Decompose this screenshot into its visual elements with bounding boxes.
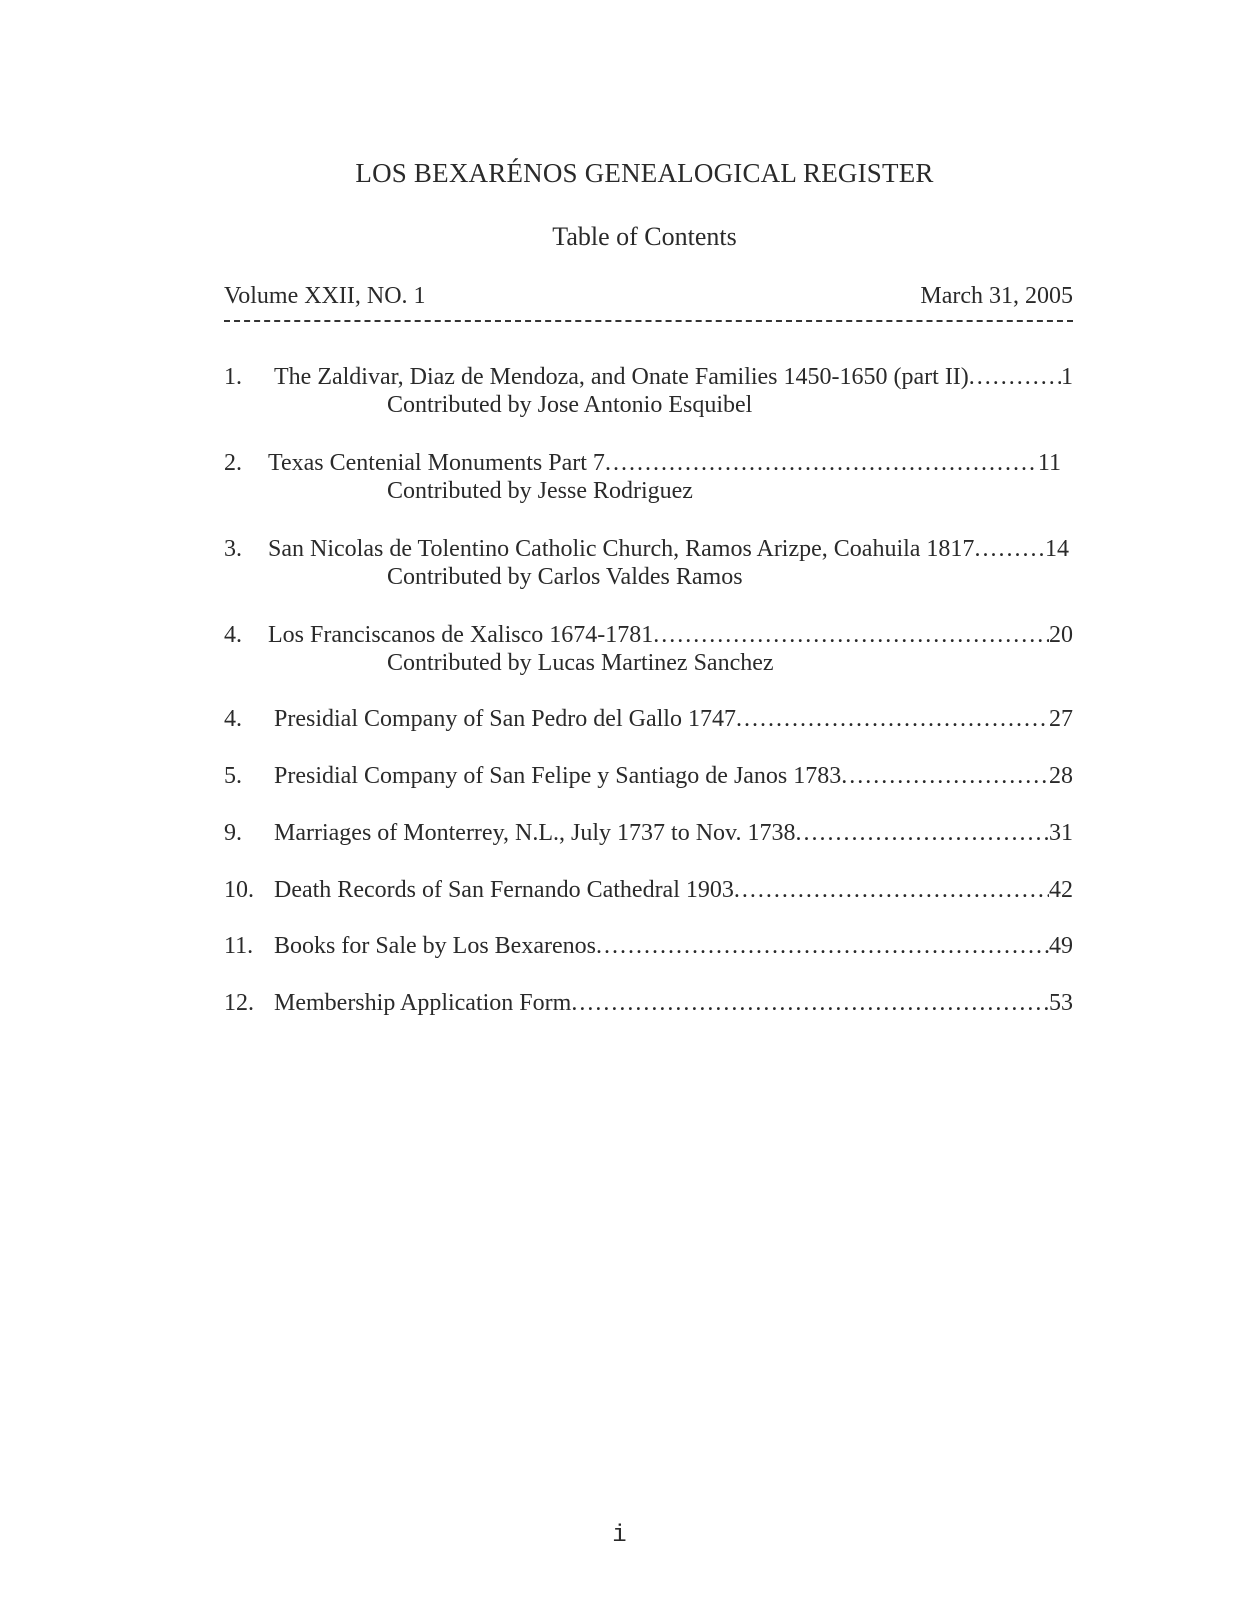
entry-title: Presidial Company of San Pedro del Gallo 1747 [274,706,736,732]
entry-contributor: Contributed by Carlos Valdes Ramos [387,564,743,590]
entry-page: 14 [1045,536,1069,562]
entry-page: 28 [1049,763,1073,789]
entry-number: 1. [224,364,242,390]
entry-contributor: Contributed by Lucas Martinez Sanchez [387,650,774,676]
entry-number: 9. [224,820,242,846]
page-folio: i [612,1522,627,1549]
entry-page: 49 [1049,933,1073,959]
toc-entry [224,706,1073,733]
dot-leader [969,364,1061,391]
entry-number: 3. [224,536,242,562]
entry-title: Presidial Company of San Felipe y Santiago de Janos 1783 [274,763,842,789]
dot-leader [974,536,1045,563]
entry-number: 12. [224,990,254,1016]
dot-leader [734,877,1049,904]
toc-entry [224,536,1073,591]
entry-number: 5. [224,763,242,789]
entry-page: 1 [1061,364,1073,390]
entry-page: 42 [1049,877,1073,903]
entry-title: Marriages of Monterrey, N.L., July 1737 to Nov. 1738 [274,820,796,846]
entry-number: 2. [224,450,242,476]
entry-page: 20 [1049,622,1073,648]
entry-title: Los Franciscanos de Xalisco 1674-1781 [268,622,654,648]
dot-leader [571,990,1049,1017]
dot-leader [653,622,1049,649]
entry-number: 4. [224,706,242,732]
entry-page: 31 [1049,820,1073,846]
entry-number: 10. [224,877,254,903]
entry-title: Books for Sale by Los Bexarenos [274,933,596,959]
entry-title: San Nicolas de Tolentino Catholic Church, Ramos Arizpe, Coahuila 1817 [268,536,975,562]
dot-leader [736,706,1049,733]
toc-entry [224,990,1073,1017]
dot-leader [841,763,1049,790]
dot-leader [795,820,1049,847]
entry-number: 4. [224,622,242,648]
toc-entry [224,450,1073,505]
toc-entry [224,622,1073,677]
entry-number: 11. [224,933,254,959]
page-subtitle: Table of Contents [552,222,737,251]
issue-date: March 31, 2005 [920,283,1073,309]
entry-page: 27 [1049,706,1073,732]
entry-title: Death Records of San Fernando Cathedral 1903 [274,877,734,903]
entry-contributor: Contributed by Jose Antonio Esquibel [387,392,753,418]
toc-entry [224,933,1073,960]
dot-leader [605,450,1038,477]
dot-leader [596,933,1049,960]
entry-contributor: Contributed by Jesse Rodriguez [387,478,693,504]
page-title: LOS BEXARÉNOS GENEALOGICAL REGISTER [355,158,934,188]
entry-page: 53 [1049,990,1073,1016]
entry-title: Membership Application Form [274,990,572,1016]
toc-entry [224,820,1073,847]
entry-page: 11 [1037,450,1061,476]
toc-entry [224,763,1073,790]
entry-title: The Zaldivar, Diaz de Mendoza, and Onate Families 1450-1650 (part II) [274,364,969,390]
entry-title: Texas Centenial Monuments Part 7 [268,450,605,476]
dashed-divider [224,320,1073,322]
issue-meta [224,283,1073,310]
volume-label: Volume XXII, NO. 1 [224,283,426,309]
toc-entry [224,364,1073,419]
toc-entry [224,877,1073,904]
